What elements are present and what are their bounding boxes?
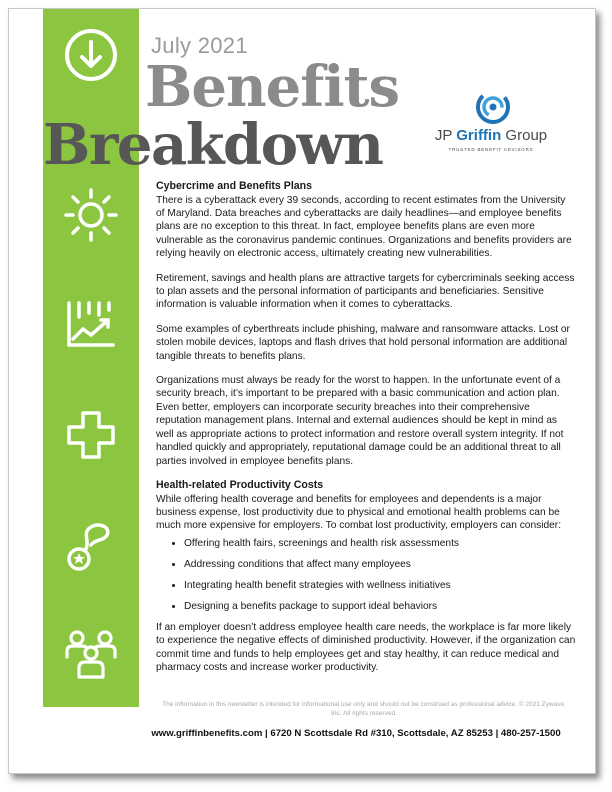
- issue-date: July 2021: [151, 33, 248, 58]
- company-logo: [431, 85, 551, 160]
- growth-chart-icon: [43, 295, 139, 365]
- list-item: • Addressing conditions that affect many employees: [184, 558, 576, 571]
- people-group-icon: [43, 625, 139, 695]
- newsletter-page: [8, 8, 596, 774]
- paragraph: There is a cyberattack every 39 seconds, according to recent estimates from the University of Maryland. Data breaches and cyberattacks are daily headlines—and employee benefits plans are no exception to this threat. In fact, employee benefits plans are even more vulnerable as the coronavirus pandemic continues. Organizations and benefits providers are relying heavily on electronic access, ultimately creating new vulnerabilities.: [156, 194, 572, 260]
- article-content: [156, 180, 576, 685]
- section-heading-productivity: Health-related Productivity Costs: [156, 478, 324, 491]
- paragraph: Retirement, savings and health plans are attractive targets for cybercriminals seeking access to plan assets and the personal information of participants and beneficiaries. Sensitive information is valuable information when it comes to cyberattacks.: [156, 272, 575, 311]
- logo-tagline: TRUSTED BENEFIT ADVISORS: [448, 147, 534, 152]
- section-heading-cybercrime: Cybercrime and Benefits Plans: [156, 180, 313, 192]
- footer-contact: www.griffinbenefits.com | 6720 N Scottsdale Rd #310, Scottsdale, AZ 85253 | 480-257-1500: [151, 728, 561, 739]
- medical-cross-icon: [43, 405, 139, 475]
- stethoscope-icon: [43, 515, 139, 585]
- list-item: • Designing a benefits package to support ideal behaviors: [184, 600, 576, 613]
- title-breakdown: Breakdown: [43, 112, 383, 178]
- title-benefits: Benefits: [145, 54, 400, 120]
- list-item: • Integrating health benefit strategies with wellness initiatives: [184, 579, 576, 592]
- paragraph: If an employer doesn’t address employee health care needs, the workplace is far more likely to experience the negative effects of diminished productivity. However, if the organization can commit time and funds to help employees get and stay healthy, it can reduce medical and pharmacy costs and increase worker productivity.: [156, 621, 576, 673]
- logo-name: JP Griffin Group: [434, 127, 548, 144]
- bullet-list: [156, 537, 576, 613]
- paragraph: Some examples of cyberthreats include phishing, malware and ransomware attacks. Lost or stolen mobile devices, laptops and flash drives that hold personal information are additional tangible threats to benefits plans.: [156, 323, 570, 362]
- disclaimer: The information in this newsletter is intended for informational use only and should not be construed as professional advice. © 2021 Zywave, Inc. All rights reserved.: [162, 701, 566, 717]
- swirl-logo-icon: [431, 85, 551, 127]
- sun-icon: [43, 185, 139, 255]
- paragraph: Organizations must always be ready for the worst to happen. In the unfortunate event of a security breach, it’s important to be prepared with a basic communication and action plan. Even better, employers can incorporate security breaches into their comprehensive reputation management plans. Internal and external audiences should be kept in mind as well as appropriate actions to protect information and restore overall system integrity. If not handled quickly and appropriately, reputational damage could be an additional threat to all parties involved in employee benefits plans.: [156, 375, 564, 467]
- paragraph: While offering health coverage and benefits for employees and dependents is a major business expense, lost productivity due to physical and emotional health problems can be much more expensive for employers. To combat lost productivity, employers can consider:: [156, 493, 562, 532]
- download-icon: [43, 25, 139, 95]
- list-item: • Offering health fairs, screenings and health risk assessments: [184, 537, 576, 550]
